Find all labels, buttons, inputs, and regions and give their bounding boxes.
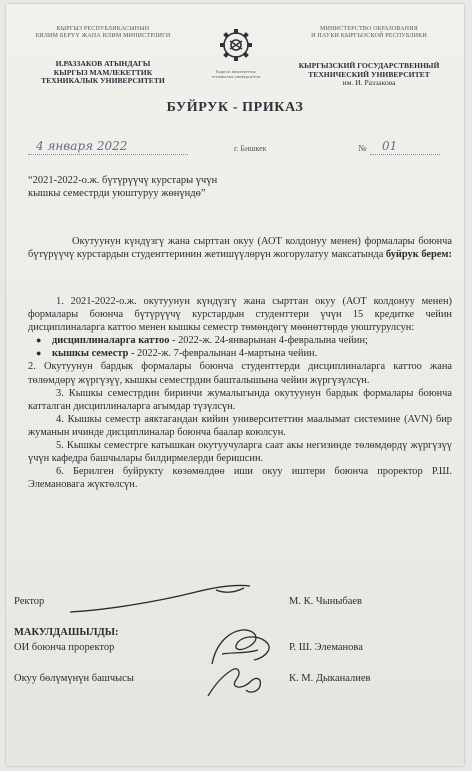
right-ministry-line1: МИНИСТЕРСТВО ОБРАЗОВАНИЯ (320, 26, 418, 32)
order-items (28, 295, 452, 491)
document-page (6, 4, 464, 766)
rector-signature (66, 580, 256, 616)
intro-paragraph (28, 235, 452, 261)
date-underline (28, 154, 188, 155)
semester-label: кышкы семестр (52, 348, 129, 360)
left-ministry-heading (28, 26, 178, 40)
dept-head-label: Окуу бөлүмүнүн башчысы (14, 673, 134, 684)
schedule-list (28, 334, 452, 360)
registration-dates: - 2022-ж. 24-январынан 4-февралына чейин; (169, 335, 368, 347)
right-univ-line2: ТЕХНИЧЕСКИЙ УНИВЕРСИТЕТ (308, 69, 430, 79)
dept-head-signature (202, 660, 272, 702)
number-handwritten: 01 (382, 139, 398, 153)
rector-label: Ректор (14, 596, 45, 607)
registration-label: дисциплиналарга каттоо (52, 335, 170, 347)
gear-emblem-icon (209, 26, 263, 64)
right-univ-line1: КЫРГЫЗСКИЙ ГОСУДАРСТВЕННЫЙ (298, 61, 440, 70)
document-title: БУЙРУК - ПРИКАЗ (166, 100, 304, 115)
left-univ-line2: КЫРГЫЗ МАМЛЕКЕТТИК (53, 67, 153, 77)
agreed-label: МАКУЛДАШЫЛДЫ: (14, 627, 119, 638)
left-university-heading (28, 60, 178, 86)
right-univ-line3: им. И. Раззакова (342, 78, 396, 88)
item-3: 3. Кышкы семестрдин биринчи жумалыгында окутуунун бардык формалары боюнча катталган дисциплиналарга агымдар түзүлсүн. (28, 387, 452, 412)
subject-line1: “2021-2022-о.ж. бүтүрүүчү курстары үчүн (28, 175, 218, 186)
prorector-name: Р. Ш. Элеманова (289, 642, 363, 653)
intro-text: Окутуунун күндүзгү жана сырттан окуу (АОТ колдонуу менен) формалары боюнча бүтүрүүчү курстардын студенттеринин жетишүүлөрүн жогорулатуу максатында (28, 236, 452, 261)
item-6: 6. Берилген буйрукту көзөмөлдөө иши окуу иштери боюнча проректор Р.Ш. Элемановага жүктөлсүн. (28, 466, 452, 491)
item-5: 5. Кышкы семестрге катышкан окутуучуларга саат акы негизинде төлөмдөрдү жүргүзүү үчүн кафедра башчылары билдирмелерди беришсин. (28, 440, 452, 465)
schedule-item-semester (52, 347, 452, 360)
order-subject (28, 174, 328, 200)
intro-emphasis: буйрук берем: (385, 249, 452, 261)
city-label: г. Бишкек (234, 144, 267, 153)
item-2: 2. Окутуунун бардык формалары боюнча студенттерди дисциплиналарга каттоо жана төлөмдөрү жүргүзүү, кышкы семестрдин башталышына чейин жүргүзүлсүн. (28, 361, 452, 386)
number-label: № (358, 143, 367, 153)
left-ministry-line1: КЫРГЫЗ РЕСПУБЛИКАСЫНЫН (56, 26, 150, 32)
subject-line2: кышкы семестрди уюштуруу жөнүндө” (28, 188, 206, 199)
schedule-item-registration (52, 334, 452, 347)
logo-caption: Кыргыз мамлекеттик техникалык университети (211, 69, 261, 79)
date-handwritten: 4 января 2022 (36, 139, 128, 153)
rector-name: М. К. Чыныбаев (289, 596, 363, 607)
left-univ-line1: И.РАЗЗАКОВ АТЫНДАГЫ (55, 59, 151, 68)
right-ministry-heading (294, 26, 444, 40)
dept-head-name: К. М. Дыканалиев (289, 673, 371, 684)
number-underline (370, 154, 440, 155)
item-1: 1. 2021-2022-о.ж. окутуунун күндүзгү жана сырттан окуу (АОТ колдонуу менен) формалары боюнча бүтүрүүчү курстардын студенттери үчүн 15 кредитке чейин дисциплиналарга каттоо менен кышкы семестр төмөндөгү мөөнөттөрдө уюштурулсун: (28, 296, 452, 334)
university-logo (209, 26, 263, 79)
prorector-label: ОИ боюнча проректор (14, 642, 115, 653)
left-ministry-line2: БИЛИМ БЕРҮҮ ЖАНА ИЛИМ МИНИСТРЛИГИ (35, 33, 171, 39)
right-university-heading (284, 62, 454, 88)
right-ministry-line2: И НАУКИ КЫРГЫЗСКОЙ РЕСПУБЛИКИ (311, 33, 427, 39)
item-4: 4. Кышкы семестр аяктагандан кийин университеттин маалымат системине (AVN) бир жуманын ичинде дисциплиналар боюнча баалар коюлсун. (28, 413, 452, 438)
semester-dates: - 2022-ж. 7-февралынан 4-мартына чейин. (128, 348, 318, 360)
left-univ-line3: ТЕХНИКАЛЫК УНИВЕРСИТЕТИ (41, 76, 165, 86)
